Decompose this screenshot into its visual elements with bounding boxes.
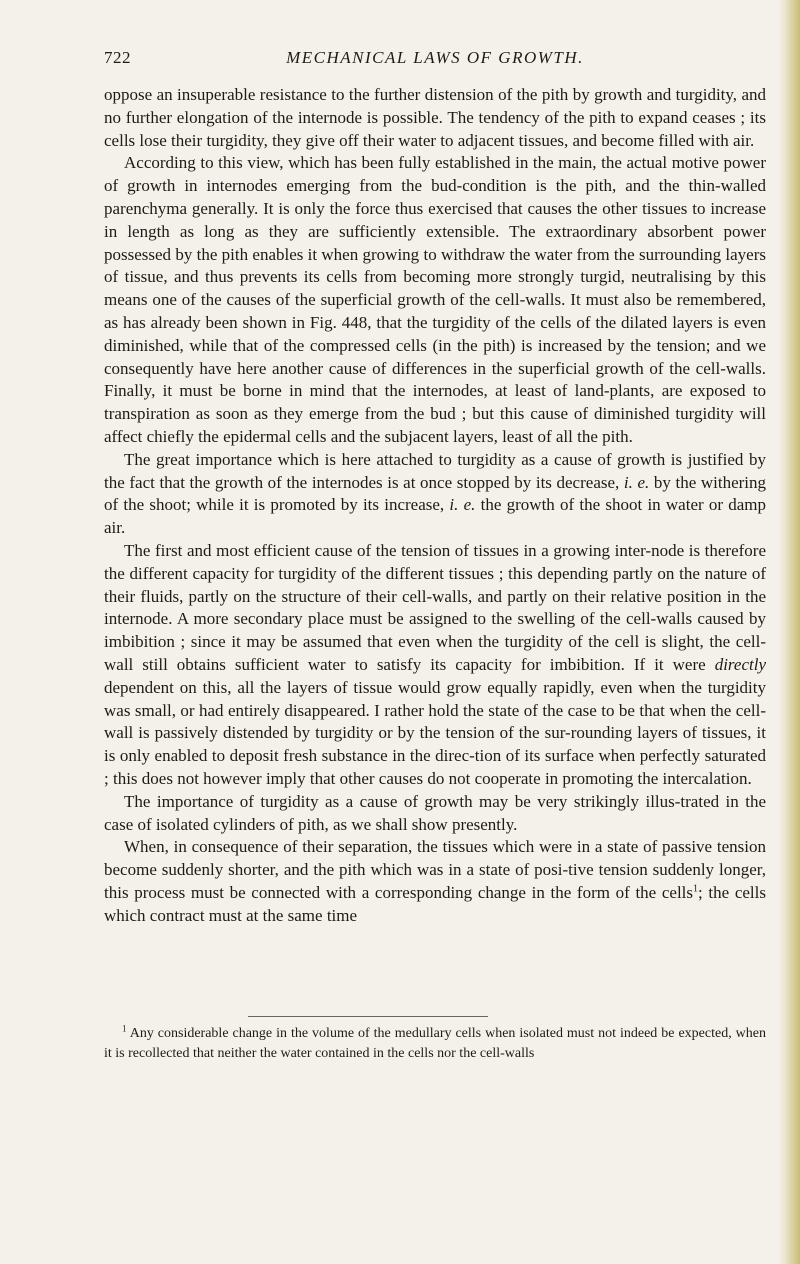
paragraph: According to this view, which has been fully established in the main, the actual motive power of growth in internodes emerging from the bud-condition is the pith, and the thin-walled parenchyma generally. It is only the force thus exercised that causes the other tissues to increase in length as long as they are sufficiently extensible. The extraordinary absorbent power possessed by the pith enables it when growing to withdraw the water from the surrounding layers of tissue, and thus prevents its cells from becoming more strongly turgid, neutralising by this means one of the causes of the superficial growth of the cell-walls. It must also be remembered, as has already been shown in Fig. 448, that the turgidity of the cells of the dilated layers is even diminished, while that of the compressed cells (in the pith) is increased by the tension; and we consequently have here another cause of differences in the superficial growth of the cell-walls. Finally, it must be borne in mind that the internodes, at least of land-plants, are exposed to transpiration as soon as they emerge from the bud ; but this cause of diminished turgidity will affect chiefly the epidermal cells and the subjacent layers, least of all the pith. [104, 153, 766, 446]
paragraph: The first and most efficient cause of the tension of tissues in a growing inter-node is therefore the different capacity for turgidity of the different tissues ; this depending partly on the nature of their fluids, partly on the structure of their cell-walls, and partly on their relative position in the internode. A more secondary place must be assigned to the swelling of the cell-walls caused by imbibition ; since it may be assumed that even when the turgidity of the cell is slight, the cell-wall still obtains sufficient water to satisfy its capacity for imbibition. If it were directly dependent on this, all the layers of tissue would grow equally rapidly, even when the turgidity was small, or had entirely disappeared. I rather hold the state of the case to be that when the cell-wall is passively distended by turgidity or by the tension of the sur-rounding layers of tissues, it is only enabled to deposit fresh substance in the direc-tion of its surface when perfectly saturated ; this does not however imply that other causes do not cooperate in promoting the intercalation. [104, 540, 766, 788]
page-edge [778, 0, 800, 1264]
footnote-marker: 1 [693, 883, 699, 895]
footnote-number: 1 [122, 1023, 127, 1034]
footnote-divider [248, 1016, 488, 1017]
paragraph: When, in consequence of their separation, the tissues which were in a state of passive tension become suddenly shorter, and the pith which was in a state of posi-tive tension suddenly longer, this process must be connected with a corresponding change in the form of the cells$^1$; the cells which contract must at the same time [104, 837, 766, 925]
body-text [104, 84, 766, 927]
footnote [104, 1024, 766, 1064]
running-head: MECHANICAL LAWS OF GROWTH. [286, 48, 584, 67]
paragraph: oppose an insuperable resistance to the further distension of the pith by growth and turgidity, and no further elongation of the internode is possible. The tendency of the pith to expand ceases ; its cells lose their turgidity, they give off their water to adjacent tissues, and become filled with air. [104, 85, 766, 150]
footnote-text: Any considerable change in the volume of the medullary cells when isolated must not indeed be expected, when it is recollected that neither the water contained in the cells nor the cell-walls [104, 1026, 766, 1061]
paragraph: The importance of turgidity as a cause of growth may be very strikingly illus-trated in the case of isolated cylinders of pith, as we shall show presently. [104, 791, 766, 834]
page-header [104, 48, 766, 72]
page-number: 722 [104, 48, 131, 67]
paragraph: The great importance which is here attached to turgidity as a cause of growth is justified by the fact that the growth of the internodes is at once stopped by its decrease, i. e. by the withering of the shoot; while it is promoted by its increase, i. e. the growth of the shoot in water or damp air. [104, 449, 767, 538]
